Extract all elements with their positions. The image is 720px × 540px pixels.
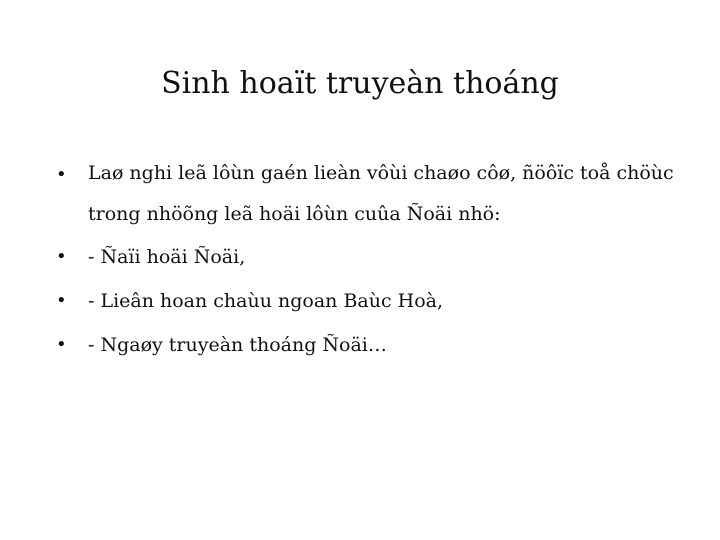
bullet-icon: • bbox=[56, 246, 67, 267]
bullet-text: - Lieân hoan chaùu ngoan Baùc Hoà, bbox=[88, 290, 444, 312]
bullet-icon: • bbox=[56, 290, 67, 311]
bullet-text: Laø nghi leã lôùn gaén lieàn vôùi chaøo côø, ñöôïc toå chöùc trong nhöõng leã hoäi lôùn cuûa Ñoäi nhö: bbox=[88, 162, 674, 225]
list-item bbox=[0, 153, 720, 235]
bullet-text: - Ngaøy truyeàn thoáng Ñoäi… bbox=[88, 334, 387, 356]
list-item bbox=[0, 323, 720, 367]
list-item bbox=[0, 235, 720, 279]
slide-title: Sinh hoaït truyeàn thoáng bbox=[161, 66, 559, 101]
bullet-text: - Ñaïi hoäi Ñoäi, bbox=[88, 246, 246, 268]
bullet-icon: • bbox=[56, 334, 67, 355]
bullet-list bbox=[0, 153, 720, 367]
bullet-icon: • bbox=[56, 164, 67, 185]
list-item bbox=[0, 279, 720, 323]
